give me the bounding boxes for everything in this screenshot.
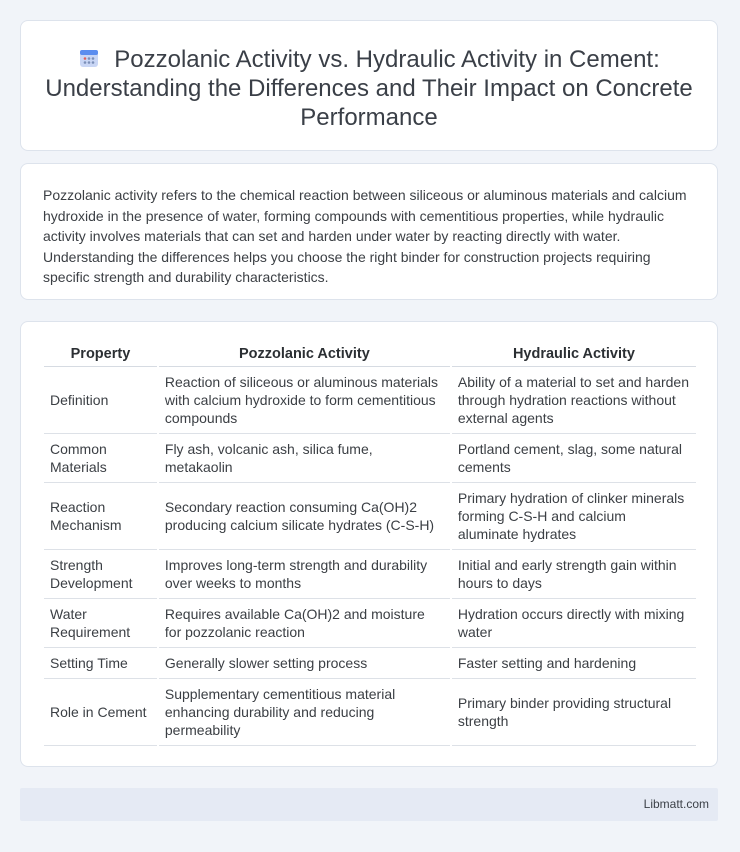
table-row: [44, 679, 696, 746]
row-pozzolanic: Secondary reaction consuming Ca(OH)2 producing calcium silicate hydrates (C-S-H): [159, 483, 450, 550]
row-property: Definition: [44, 367, 157, 434]
table-row: [44, 483, 696, 550]
table-row: [44, 550, 696, 599]
row-hydraulic: Ability of a material to set and harden through hydration reactions without external agents: [452, 367, 696, 434]
table-header-row: [44, 342, 696, 367]
row-pozzolanic: Fly ash, volcanic ash, silica fume, metakaolin: [159, 434, 450, 483]
table-row: [44, 434, 696, 483]
table-row: [44, 648, 696, 679]
row-pozzolanic: Reaction of siliceous or aluminous materials with calcium hydroxide to form cementitious compounds: [159, 367, 450, 434]
table-row: [44, 599, 696, 648]
row-hydraulic: Faster setting and hardening: [452, 648, 696, 679]
table-row: [44, 367, 696, 434]
row-hydraulic: Initial and early strength gain within hours to days: [452, 550, 696, 599]
header-hydraulic: Hydraulic Activity: [452, 342, 696, 367]
footer-bar: [20, 788, 718, 821]
title-card: [20, 20, 718, 151]
intro-card: [20, 163, 718, 300]
row-property: Common Materials: [44, 434, 157, 483]
row-hydraulic: Primary hydration of clinker minerals forming C-S-H and calcium aluminate hydrates: [452, 483, 696, 550]
calendar-icon: [78, 47, 100, 69]
header-pozzolanic: Pozzolanic Activity: [159, 342, 450, 367]
header-property: Property: [44, 342, 157, 367]
row-pozzolanic: Supplementary cementitious material enhancing durability and reducing permeability: [159, 679, 450, 746]
row-pozzolanic: Requires available Ca(OH)2 and moisture for pozzolanic reaction: [159, 599, 450, 648]
page-title: [21, 21, 717, 132]
row-property: Setting Time: [44, 648, 157, 679]
footer-brand: Libmatt.com: [643, 797, 709, 811]
row-hydraulic: Hydration occurs directly with mixing water: [452, 599, 696, 648]
intro-paragraph: Pozzolanic activity refers to the chemical reaction between siliceous or aluminous materials and calcium hydroxide in the presence of water, forming compounds with cementitious properties, while hydraulic activity involves materials that can set and harden under water by reacting directly with water. Understanding the differences helps you choose the right binder for construction projects requiring specific strength and durability characteristics.: [43, 187, 687, 285]
row-property: Role in Cement: [44, 679, 157, 746]
row-property: Strength Development: [44, 550, 157, 599]
page-title-text: Pozzolanic Activity vs. Hydraulic Activity in Cement: Understanding the Differences and Their Impact on Concrete Performance: [45, 46, 693, 131]
row-hydraulic: Primary binder providing structural strength: [452, 679, 696, 746]
row-hydraulic: Portland cement, slag, some natural cements: [452, 434, 696, 483]
row-property: Water Requirement: [44, 599, 157, 648]
comparison-card: [20, 321, 718, 767]
comparison-table: [42, 342, 698, 746]
row-property: Reaction Mechanism: [44, 483, 157, 550]
row-pozzolanic: Improves long-term strength and durability over weeks to months: [159, 550, 450, 599]
row-pozzolanic: Generally slower setting process: [159, 648, 450, 679]
